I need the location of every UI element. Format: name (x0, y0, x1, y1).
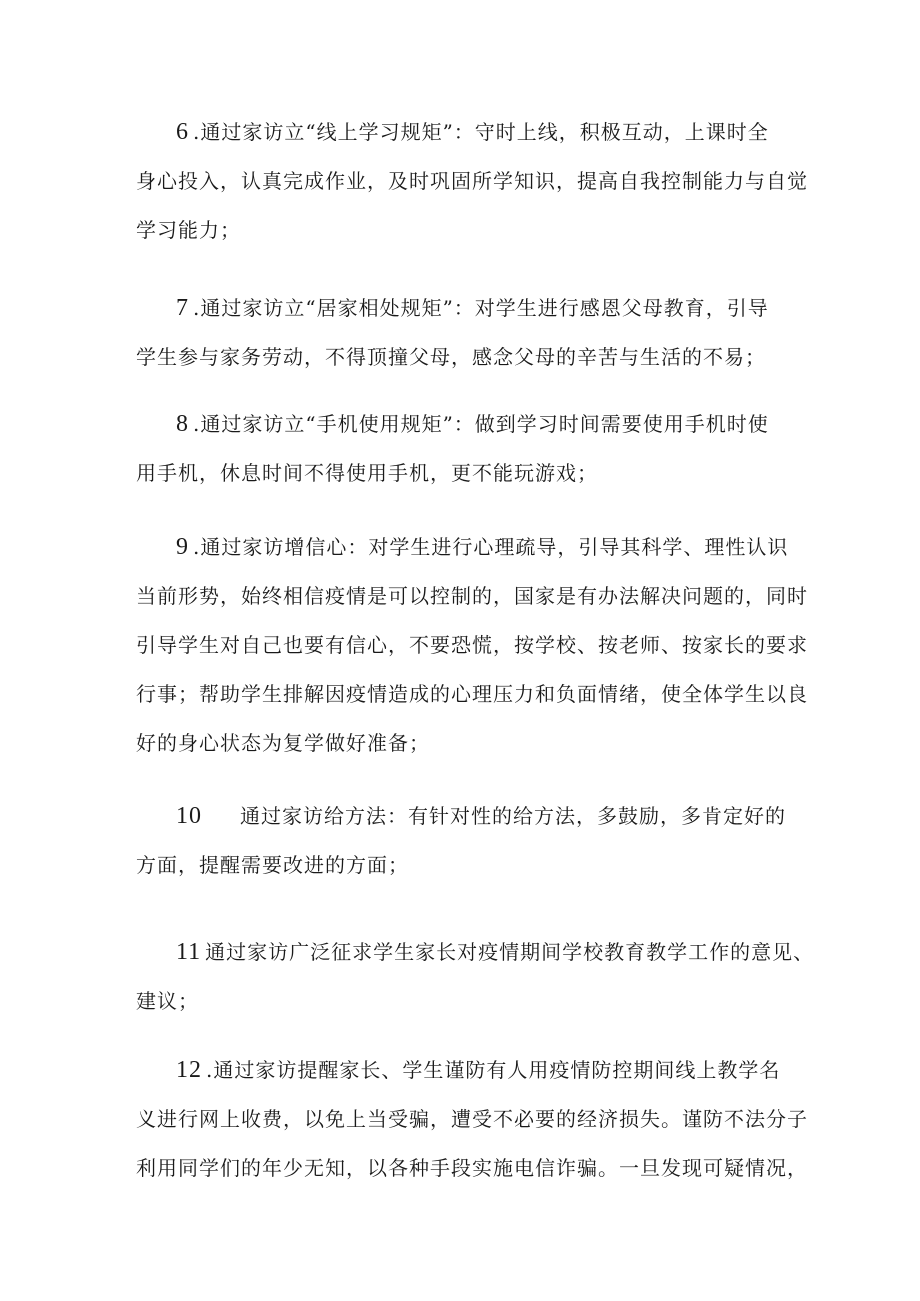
item-text: 利用同学们的年少无知，以各种手段实施电信诈骗。一旦发现可疑情况， (136, 1156, 808, 1180)
item-text: 行事；帮助学生排解因疫情造成的心理压力和负面情绪，使全体学生以良 (136, 682, 808, 706)
list-item-10 (136, 798, 796, 883)
item-line (136, 406, 796, 442)
item-text: .通过家访立“手机使用规矩”：做到学习时间需要使用手机时使 (193, 412, 769, 436)
item-line (136, 798, 796, 834)
list-item-8 (136, 406, 796, 491)
item-line (136, 934, 815, 970)
item-line (136, 529, 796, 565)
list-item-6 (136, 114, 808, 248)
item-text: 建议； (136, 989, 199, 1013)
list-item-7 (136, 290, 796, 375)
item-number: 9 (176, 534, 189, 560)
item-line (136, 1052, 796, 1088)
item-text: .通过家访立“居家相处规矩”：对学生进行感恩父母教育，引导 (193, 296, 769, 320)
item-text: 当前形势，始终相信疫情是可以控制的，国家是有办法解决问题的，同时 (136, 584, 808, 608)
item-text: 方面，提醒需要改进的方面； (136, 853, 409, 877)
item-text: 学习能力； (136, 218, 241, 242)
list-item-11 (136, 934, 815, 1019)
item-text: .通过家访立“线上学习规矩”：守时上线，积极互动，上课时全 (193, 120, 769, 144)
item-number: 7 (176, 295, 189, 321)
item-text: 好的身心状态为复学做好准备； (136, 731, 430, 755)
item-text: 通过家访广泛征求学生家长对疫情期间学校教育教学工作的意见、 (205, 940, 815, 964)
item-line (136, 290, 796, 326)
item-number: 11 (176, 939, 202, 965)
item-number: 12 (176, 1057, 202, 1083)
list-item-9 (136, 529, 808, 761)
item-text: 义进行网上收费，以免上当受骗，遭受不必要的经济损失。谨防不法分子 (136, 1107, 808, 1131)
item-text: .通过家访提醒家长、学生谨防有人用疫情防控期间线上教学名 (206, 1058, 781, 1082)
item-number: 10 (176, 803, 202, 829)
item-number: 8 (176, 411, 189, 437)
item-number: 6 (176, 119, 189, 145)
item-text: 通过家访给方法：有针对性的给方法，多鼓励，多肯定好的 (240, 804, 786, 828)
item-line (136, 114, 796, 150)
item-text: 用手机，休息时间不得使用手机，更不能玩游戏； (136, 461, 598, 485)
item-text: 引导学生对自己也要有信心，不要恐慌，按学校、按老师、按家长的要求 (136, 633, 808, 657)
list-item-12 (136, 1052, 808, 1186)
item-text: 身心投入，认真完成作业，及时巩固所学知识，提高自我控制能力与自觉 (136, 169, 808, 193)
item-text: 学生参与家务劳动，不得顶撞父母，感念父母的辛苦与生活的不易； (136, 345, 766, 369)
item-text: .通过家访增信心：对学生进行心理疏导，引导其科学、理性认识 (193, 535, 789, 559)
